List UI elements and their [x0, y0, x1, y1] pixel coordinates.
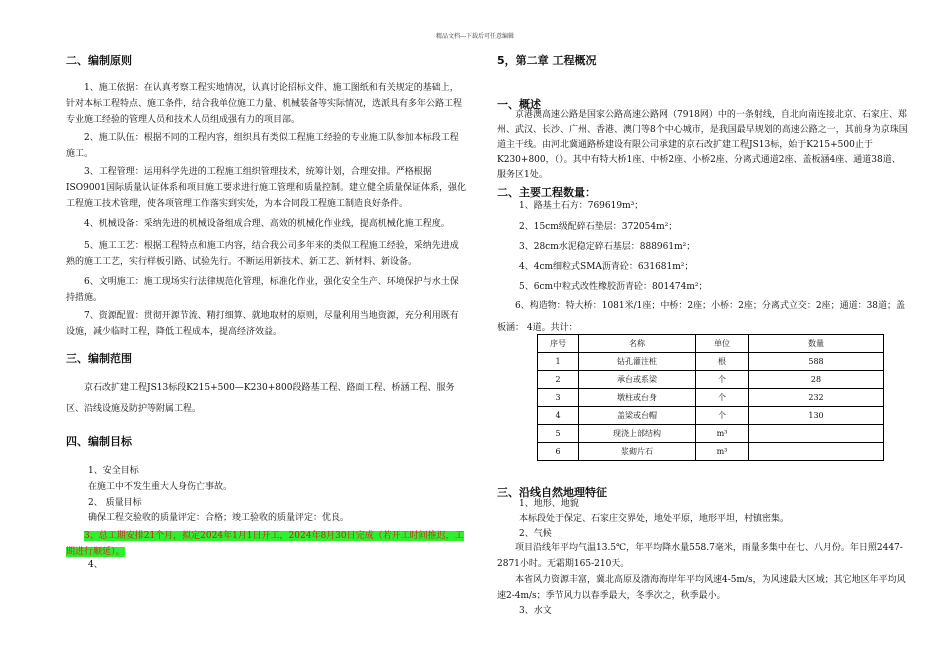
table-cell [749, 443, 884, 461]
geo-1-title: 1、地形、地貌 [519, 499, 579, 509]
goal-2-detail: 确保工程交验收的质量评定：合格；竣工验收的质量评定：优良。 [88, 513, 350, 523]
quantity-3: 3、28cm水泥稳定碎石基层：888961m²； [519, 242, 696, 252]
table-cell: 588 [749, 353, 884, 371]
table-cell: 墩柱或台身 [579, 389, 696, 407]
section-heading-quantities: 二、主要工程数量： [497, 186, 596, 199]
section-heading-scope: 三、编制范围 [66, 352, 132, 365]
highlighted-schedule: 3、总工期安排21个月，拟定2024年1月1日开工，2024年8月30日完成（若开工时间推迟，工期进行顺延）。 [66, 531, 464, 557]
table-cell: 6 [538, 443, 579, 461]
table-row [538, 425, 884, 443]
section-heading-geography: 三、沿线自然地理特征 [497, 486, 607, 499]
principle-7: 7、资源配置：贯彻开源节流、精打细算、就地取材的原则，尽量利用当地资源，充分利用既有设施，减少临时工程，降低工程成本，提高经济效益。 [66, 311, 459, 337]
table-cell: 4 [538, 407, 579, 425]
principle-5: 5、施工工艺：根据工程特点和施工内容，结合我公司多年来的类似工程施工经验，采纳先进成熟的施工工艺，实行样板引路、试验先行。不断运用新技术、新工艺、新材料、新设备。 [66, 241, 459, 267]
overview-text: 京港澳高速公路是国家公路高速公路网（7918网）中的一条射线，自北向南连接北京、石家庄、郑州、武汉、长沙、广州、香港、澳门等8个中心城市，是我国最早规划的高速公路之一，其前身为京珠国道主干线。由河北冀通路桥建设有限公司承建的京石改扩建工程JS13标，始于K215+500止于K230+800，（）。其中有特大桥1座、中桥2座、小桥2座、分离式通道2座、盖板涵4座、通道38道、服务区1处。 [497, 110, 908, 180]
section-heading-overview: 一、概述 [497, 98, 541, 111]
principle-1: 1、施工依据：在认真考察工程实地情况，认真讨论招标文件、施工图纸和有关规定的基础上，针对本标工程特点、施工条件，结合我单位施工力量、机械装备等实际情况，选派具有多年公路工程专业施工经验的管理人员和技术人员组成强有力的项目部。 [66, 83, 463, 125]
goal-1-detail: 在施工中不发生重大人身伤亡事故。 [88, 482, 233, 492]
principle-3: 3、工程管理：运用科学先进的工程施工组织管理技术，统筹计划，合理安排。严格根据ISO9001国际质量认证体系和项目施工要求进行施工管理和质量控制。建立健全质量保证体系，强化工程施工技术管理，使各项管理工作落实到实处，为本合同段工程施工制造良好条件。 [66, 167, 467, 209]
col-header: 单位 [696, 335, 749, 353]
table-cell: 1 [538, 353, 579, 371]
col-header: 数量 [749, 335, 884, 353]
table-row [538, 371, 884, 389]
goal-3 [66, 528, 466, 560]
principle-6: 6、文明施工：施工现场实行法律规范化管理，标准化作业，强化安全生产、环境保护与水土保持措施。 [66, 277, 459, 303]
table-cell: 3 [538, 389, 579, 407]
table-cell: 钻孔灌注桩 [579, 353, 696, 371]
table-row [538, 353, 884, 371]
table-cell: 根 [696, 353, 749, 371]
geo-1-detail: 本标段处于保定、石家庄交界处，地处平原，地形平坦，村镇密集。 [519, 514, 790, 524]
table-header-row [538, 335, 884, 353]
goal-2-title: 2、 质量目标 [88, 498, 142, 508]
section-heading-principles: 二、编制原则 [66, 54, 132, 67]
header-note: 精品文档---下载后可任意编辑 [435, 33, 515, 40]
table-row [538, 407, 884, 425]
col-header: 序号 [538, 335, 579, 353]
table-cell: 28 [749, 371, 884, 389]
table-cell: 2 [538, 371, 579, 389]
table-cell: 现浇上部结构 [579, 425, 696, 443]
principle-2: 2、施工队伍：根据不同的工程内容，组织具有类似工程施工经验的专业施工队参加本标段工程施工。 [66, 133, 459, 159]
table-row [538, 389, 884, 407]
chapter-title: 5，第二章 工程概况 [497, 54, 597, 67]
geo-2-wind: 本省风力资源丰富，冀北高原及渤海海岸年平均风速4-5m/s，为风速最大区域；其它地区年平均风速2-4m/s；季节风力以春季最大，冬季次之，秋季最小。 [497, 575, 906, 601]
table-cell [749, 425, 884, 443]
geo-2-title: 2、气候 [519, 529, 552, 539]
quantity-6: 6、构造物：特大桥：1081米/1座；中桥：2座；小桥：2座；分离式立交：2座；通道：38道；盖板涵： 4道。共计： [497, 301, 906, 333]
quantity-1: 1、路基土石方：769619m³； [519, 201, 644, 211]
table-cell: 盖梁或台帽 [579, 407, 696, 425]
table-cell: 130 [749, 407, 884, 425]
quantity-4: 4、4cm细粒式SMA沥青砼：631681m²； [519, 262, 694, 272]
principle-4: 4、机械设备：采纳先进的机械设备组成合理、高效的机械化作业线，提高机械化施工程度。 [84, 219, 450, 229]
col-header: 名称 [579, 335, 696, 353]
quantity-5: 5、6cm中粒式改性橡胶沥青砼：801474m²； [519, 282, 708, 292]
table-cell: 232 [749, 389, 884, 407]
table-cell: 5 [538, 425, 579, 443]
goal-4: 4、 [88, 560, 103, 570]
table-cell: 承台或系梁 [579, 371, 696, 389]
geo-3-title: 3、水文 [519, 606, 552, 616]
table-cell: 浆砌片石 [579, 443, 696, 461]
table-cell: 个 [696, 407, 749, 425]
section-heading-goals: 四、编制目标 [66, 435, 132, 448]
table-cell: m³ [696, 443, 749, 461]
table-row [538, 443, 884, 461]
structures-table [537, 334, 884, 461]
table-cell: 个 [696, 389, 749, 407]
table-cell: m³ [696, 425, 749, 443]
table-cell: 个 [696, 371, 749, 389]
quantity-2: 2、15cm级配碎石垫层：372054m²； [519, 222, 678, 232]
scope-text: 京石改扩建工程JS13标段K215+500—K230+800段路基工程、路面工程、桥涵工程、服务区、沿线设施及防护等附属工程。 [66, 383, 455, 414]
geo-2-detail: 项目沿线年平均气温13.5℃，年平均降水量558.7毫米，雨量多集中在七、八月份。年日照2447-2871小时。无霜期165-210天。 [497, 543, 903, 569]
goal-1-title: 1、安全目标 [88, 466, 139, 476]
